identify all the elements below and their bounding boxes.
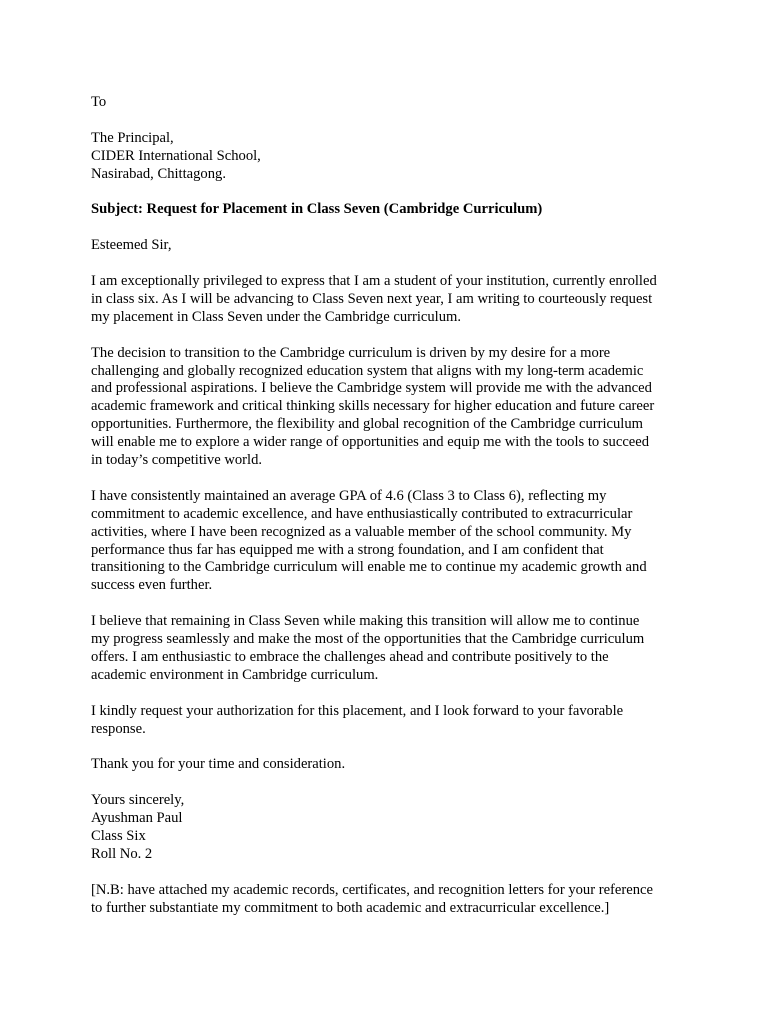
paragraph-reasons (91, 345, 691, 470)
paragraph-line: academic environment in Cambridge curriculum. (91, 666, 379, 683)
paragraph-line: my progress seamlessly and make the most of the opportunities that the Cambridge curriculum (91, 631, 645, 648)
recipient-school: CIDER International School, (91, 147, 261, 164)
paragraph-line: academic framework and critical thinking skills necessary for higher education and future career (91, 398, 655, 415)
paragraph-line: The decision to transition to the Cambridge curriculum is driven by my desire for a more (91, 344, 611, 361)
paragraph-line: in today’s competitive world. (91, 452, 263, 469)
recipient-address (91, 130, 691, 184)
note-line: to further substantiate my commitment to both academic and extracurricular excellence.] (91, 899, 610, 916)
paragraph-line: I have consistently maintained an average GPA of 4.6 (Class 3 to Class 6), reflecting my (91, 487, 607, 504)
letter-body (91, 94, 691, 935)
note-line: [N.B: have attached my academic records, certificates, and recognition letters for your reference (91, 881, 653, 898)
paragraph-line: challenging and globally recognized education system that aligns with my long-term academic (91, 362, 644, 379)
recipient-location: Nasirabad, Chittagong. (91, 165, 226, 182)
paragraph-line: offers. I am enthusiastic to embrace the challenges ahead and contribute positively to the (91, 648, 609, 665)
note-block (91, 882, 691, 918)
greeting (91, 237, 691, 255)
paragraph-line: and professional aspirations. I believe the Cambridge system will provide me with the advanced (91, 380, 652, 397)
to-text: To (91, 94, 107, 110)
paragraph-line: in class six. As I will be advancing to Class Seven next year, I am writing to courteously request (91, 290, 653, 307)
paragraph-line: I am exceptionally privileged to express that I am a student of your institution, currently enrolled (91, 273, 657, 289)
paragraph-request (91, 703, 691, 739)
paragraph-achievements (91, 488, 691, 595)
greeting-text: Esteemed Sir, (91, 237, 172, 254)
closing-phrase: Yours sincerely, (91, 792, 185, 809)
paragraph-intro (91, 273, 691, 327)
paragraph-line: opportunities. Furthermore, the flexibility and global recognition of the Cambridge curriculum (91, 416, 643, 433)
paragraph-line: commitment to academic excellence, and have enthusiastically contributed to extracurricular (91, 505, 633, 522)
subject-text: Subject: Request for Placement in Class Seven (Cambridge Curriculum) (91, 201, 543, 218)
paragraph-line: performance thus far has equipped me with a strong foundation, and I am confident that (91, 541, 604, 558)
paragraph-line: my placement in Class Seven under the Cambridge curriculum. (91, 308, 462, 325)
paragraph-line: success even further. (91, 577, 213, 594)
sender-roll: Roll No. 2 (91, 845, 153, 862)
to-line (91, 94, 691, 112)
subject-line (91, 201, 691, 219)
signature-block (91, 792, 691, 864)
paragraph-line: transitioning to the Cambridge curriculum will enable me to continue my academic growth and (91, 559, 647, 576)
paragraph-line: I believe that remaining in Class Seven while making this transition will allow me to continue (91, 613, 640, 630)
recipient-title: The Principal, (91, 129, 174, 146)
sender-name: Ayushman Paul (91, 810, 183, 827)
paragraph-line: response. (91, 720, 146, 737)
sender-class: Class Six (91, 828, 146, 844)
paragraph-line: I kindly request your authorization for this placement, and I look forward to your favorable (91, 702, 624, 719)
paragraph-line: will enable me to explore a wider range of opportunities and equip me with the tools to succeed (91, 434, 650, 451)
paragraph-thanks (91, 756, 691, 774)
paragraph-continuity (91, 613, 691, 685)
paragraph-line: Thank you for your time and consideration. (91, 756, 346, 773)
paragraph-line: activities, where I have been recognized as a valuable member of the school community. My (91, 523, 632, 540)
